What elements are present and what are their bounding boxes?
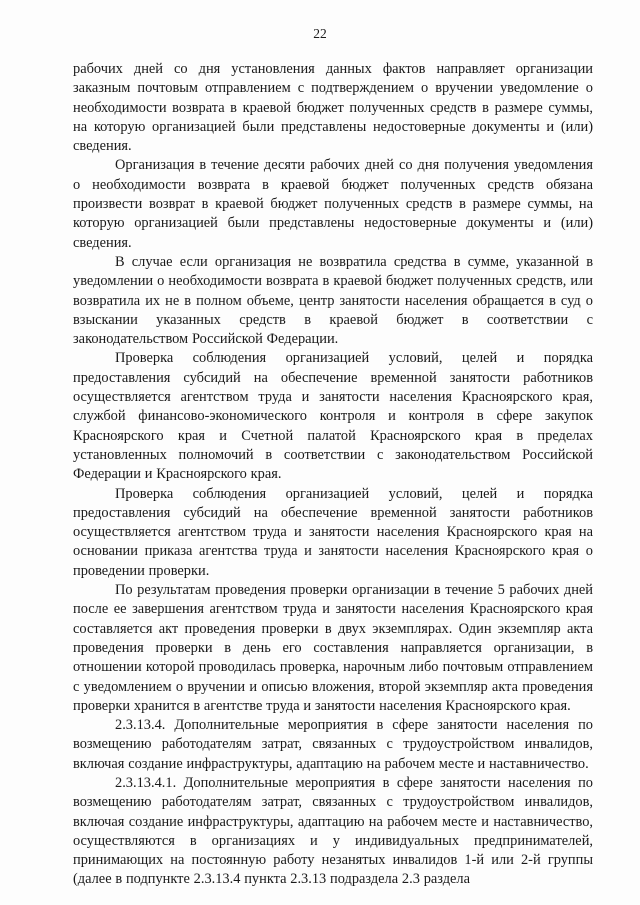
paragraph-2-3-13-4-1: 2.3.13.4.1. Дополнительные мероприятия в сфере занятости населения по возмещению работодателям затрат, связанных с трудоустройством инвалидов, включая создание инфраструктуры, адаптацию на рабочем месте и наставничество, осуществляются в организациях и у индивидуальных предпринимателей, принимающих на постоянную работу незанятых инвалидов 1-й или 2-й группы (далее в подпункте 2.3.13.4 пункта 2.3.13 подраздела 2.3 раздела xyxy=(73,774,593,888)
paragraph-continuation: рабочих дней со дня установления данных фактов направляет организации заказным почтовым отправлением с подтверждением о вручении уведомление о необходимости возврата в краевой бюджет полученных средств в размере суммы, на которую организацией были представлены недостоверные документы и (или) сведения. xyxy=(73,61,593,155)
paragraph-check-order: Проверка соблюдения организацией условий, целей и порядка предоставления субсидий на обеспечение временной занятости работников осуществляется агентством труда и занятости населения Красноярского края на основании приказа агентства труда и занятости населения Красноярского края о проведении проверки. xyxy=(73,485,593,579)
paragraph-court-recovery: В случае если организация не возвратила средства в сумме, указанной в уведомлении о необходимости возврата в краевой бюджет полученных средств, или возвратила их не в полном объеме, центр занятости населения обращается в суд о взыскании указанных средств в краевой бюджет в соответствии с законодательством Российской Федерации. xyxy=(73,253,593,348)
paragraph-check-results: По результатам проведения проверки организации в течение 5 рабочих дней после ее завершения агентством труда и занятости населения Красноярского края составляется акт проведения проверки в двух экземплярах. Один экземпляр акта проведения проверки в день его составления направляется организации, в отношении которой проводилась проверка, нарочным либо почтовым отправлением с уведомлением о вручении и описью вложения, второй экземпляр акта проведения проверки хранится в агентстве труда и занятости населения Красноярского края. xyxy=(73,582,593,714)
section-heading-2-3-13-4: 2.3.13.4. Дополнительные мероприятия в сфере занятости населения по возмещению работодателям затрат, связанных с трудоустройством инвалидов, включая создание инфраструктуры, адаптацию на рабочем месте и наставничество. xyxy=(73,717,593,772)
document-body xyxy=(73,60,593,890)
page-number: 22 xyxy=(313,26,327,41)
paragraph-compliance-check: Проверка соблюдения организацией условий, целей и порядка предоставления субсидий на обеспечение временной занятости работников осуществляется агентством труда и занятости населения Красноярского края, службой финансово-экономического контроля и контроля в сфере закупок Красноярского края и Счетной палатой Красноярского края в пределах установленных полномочий в соответствии с законодательством Российской Федерации и Красноярского края. xyxy=(73,350,593,483)
paragraph-refund-obligation: Организация в течение десяти рабочих дней со дня получения уведомления о необходимости возврата в краевой бюджет полученных средств обязана произвести возврат в краевой бюджет полученных средств в размере суммы, на которую организацией были представлены недостоверные документы и (или) сведения. xyxy=(73,157,593,251)
